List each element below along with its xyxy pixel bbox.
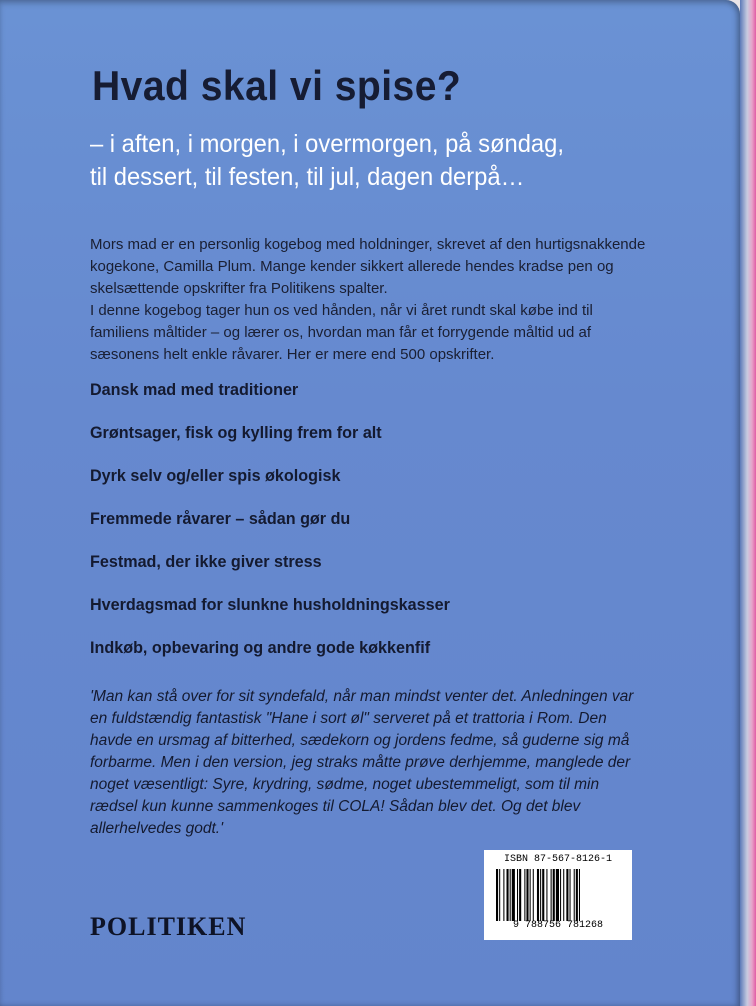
barcode-bar: [519, 869, 521, 921]
barcode-bar: [563, 869, 564, 921]
barcode-bar: [533, 869, 534, 921]
intro-text: [90, 234, 650, 366]
barcode-bar: [579, 869, 580, 921]
ean-number: 9 788756 781268: [512, 920, 603, 931]
intro-paragraph-2: I denne kogebog tager hun os ved hånden, når vi året rundt skal købe ind til familiens måltider – og lærer os, hvordan man får et forrygende måltid ud af sæsonens helt enkle råvarer. Her er mere end 500 opskrifter.: [90, 302, 593, 363]
isbn-label: ISBN 87-567-8126-1: [503, 854, 613, 865]
topic-list: [90, 380, 469, 681]
barcode-bar: [551, 869, 552, 921]
barcode-bar: [566, 869, 568, 921]
barcode-bar: [546, 869, 547, 921]
barcode-bar: [537, 869, 539, 921]
barcode-bar: [570, 869, 571, 921]
barcode-bar: [503, 869, 504, 921]
topic-item: Hverdagsmad for slunkne husholdningskasser: [90, 595, 450, 614]
barcode-bar: [526, 869, 528, 921]
barcode-bar: [530, 869, 531, 921]
barcode-bar: [507, 869, 509, 921]
barcode-bar: [540, 869, 541, 921]
cover-subtitle: [90, 128, 564, 194]
subtitle-line-2: til dessert, til festen, til jul, dagen derpå…: [90, 163, 525, 191]
barcode-bar: [556, 869, 559, 921]
barcode: [484, 850, 632, 940]
barcode-bar: [510, 869, 511, 921]
topic-item: Fremmede råvarer – sådan gør du: [90, 509, 351, 528]
topic-item: Indkøb, opbevaring og andre gode køkkenfif: [90, 638, 431, 657]
barcode-bar: [496, 869, 498, 921]
cover-title: Hvad skal vi spise?: [92, 62, 462, 109]
barcode-bar: [524, 869, 525, 921]
barcode-bar: [499, 869, 500, 921]
barcode-bar: [512, 869, 515, 921]
barcode-bar: [574, 869, 575, 921]
subtitle-line-1: – i aften, i morgen, i overmorgen, på søndag,: [90, 130, 564, 158]
book-edge: [740, 0, 756, 1006]
topic-item: Dyrk selv og/eller spis økologisk: [90, 466, 341, 485]
topic-item: Dansk mad med traditioner: [90, 380, 299, 399]
publisher-logo: POLITIKEN: [90, 912, 247, 941]
intro-paragraph-1: Mors mad er en personlig kogebog med holdninger, skrevet af den hurtigsnakkende kogekone, Camilla Plum. Mange kender sikkert allerede hendes kradse pen og skelsættende opskrifter fra Politikens spalter.: [90, 236, 646, 297]
barcode-bar: [553, 869, 555, 921]
barcode-bar: [576, 869, 578, 921]
quote-text: 'Man kan stå over for sit syndefald, når man mindst venter det. Anledningen var en fuldstændig fantastisk "Hane i sort øl" serveret på et trattoria i Rom. Den havde en ursmag af bitterhed, sædekorn og jordens fedme, så guderne sig må forbarme. Men i den version, jeg straks måtte prøve derhjemme, manglede der noget væsentligt: Syre, krydring, sødme, noget ubestemmeligt, som til min rædsel kun kunne sammenkoges til COLA! Sådan blev det. Og det blev allerhelvedes godt.': [90, 688, 634, 837]
barcode-bars: [494, 869, 622, 921]
barcode-bar: [560, 869, 561, 921]
barcode-bar: [542, 869, 544, 921]
barcode-bar: [517, 869, 518, 921]
topic-item: Grøntsager, fisk og kylling frem for alt: [90, 423, 382, 442]
topic-item: Festmad, der ikke giver stress: [90, 552, 322, 571]
